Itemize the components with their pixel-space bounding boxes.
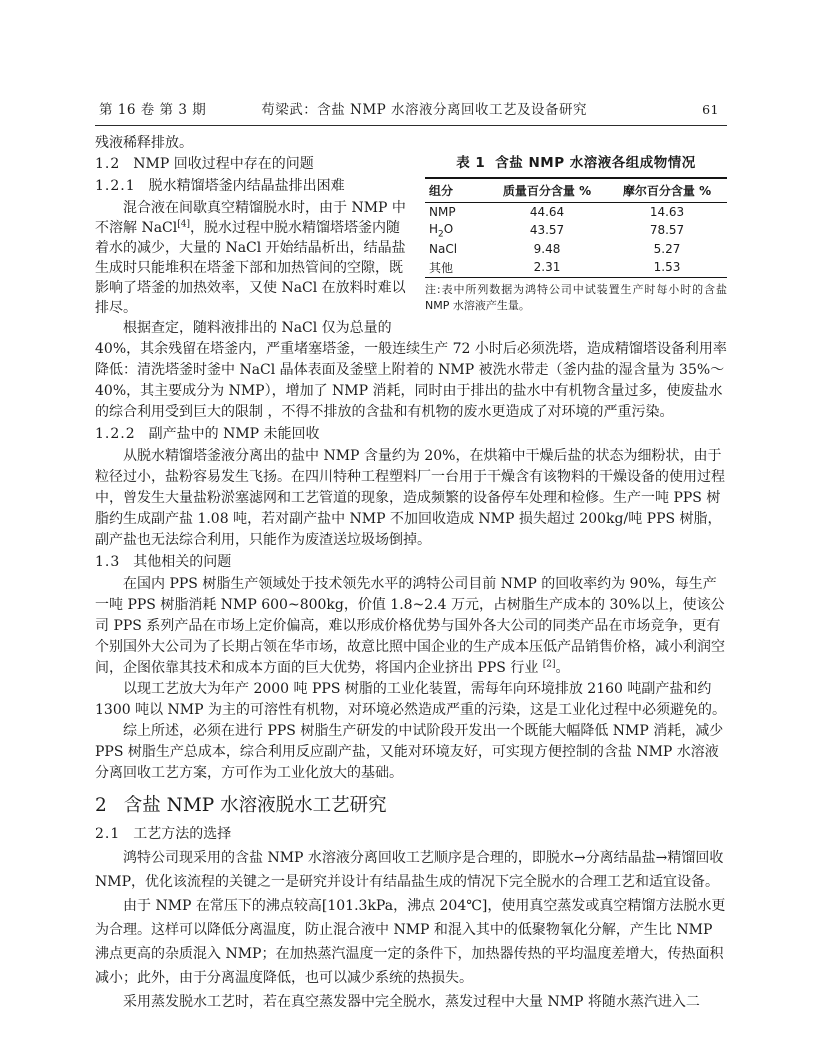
section-title: 副产盐中的 NMP 未能回收 <box>148 426 320 442</box>
volume-issue: 第 16 卷 第 3 期 <box>99 102 207 118</box>
table-note: 注:表中所列数据为鸿特公司中试装置生产时每小时的含盐 NMP 水溶液产生量。 <box>425 283 727 313</box>
cell-mole: 1.53 <box>607 257 727 278</box>
composition-table <box>425 177 727 278</box>
cell-component: NMP <box>429 204 456 219</box>
section-number: 2.1 <box>95 826 121 842</box>
section-title: 其他相关的问题 <box>133 554 232 570</box>
section-title: 工艺方法的选择 <box>133 826 232 842</box>
cell-mass: 9.48 <box>533 241 561 256</box>
cell-component: NaCl <box>429 241 458 256</box>
cell-mole: 14.63 <box>649 204 685 219</box>
page-number: 61 <box>702 102 719 117</box>
reference-marker: [2] <box>542 659 556 670</box>
paragraph-summary: 综上所述，必须在进行 PPS 树脂生产研发的中试阶段开发出一个既能大幅降低 NMP 消耗，减少 PPS 树脂生产总成本，综合利用反应副产盐，又能对环境友好，可实现方便控制的含盐 NMP 水溶液分离回收工艺方案，方可作为工业化放大的基础。 <box>95 723 724 781</box>
cell-mass: 2.31 <box>487 257 607 278</box>
section-number: 1.2.1 <box>95 178 136 194</box>
paragraph-text: ，脱水过程中脱水精馏塔塔釜内随着水的减少，大量的 NaCl 开始结晶析出，结晶盐生成时只能堆积在塔釜下部和加热管间的空隙，既影响了塔釜的加热效率，又使 NaCl 在放料时难以排尽。 <box>95 220 406 316</box>
cell-mole: 5.27 <box>653 241 681 256</box>
table-1-block <box>425 154 727 314</box>
paragraph-text: 。 <box>555 660 570 676</box>
table-caption-title: 含盐 NMP 水溶液各组成物情况 <box>495 155 696 171</box>
running-header <box>95 98 727 126</box>
cell-mass: 43.57 <box>529 223 565 238</box>
paragraph-boiling-point: 由于 NMP 在常压下的沸点较高[101.3kPa，沸点 204℃]，使用真空蒸发或真空精馏方法脱水更为合理。这样可以降低分离温度，防止混合液中 NMP 和混入其中的低聚物氧化分解，产生比 NMP 沸点更高的杂质混入 NMP；在加热蒸汽温度一定的条件下，加热器传热的平均温度差增大，传热面积减小；此外，由于分离温度降低，也可以减少系统的热损失。 <box>95 898 726 986</box>
section-heading-1-3 <box>95 552 727 573</box>
reference-marker: [4] <box>177 219 190 230</box>
table-row <box>425 220 727 240</box>
section-number: 1.3 <box>95 554 121 570</box>
section-number: 1.2 <box>95 156 121 172</box>
page-content <box>95 98 727 1014</box>
table-row <box>425 257 727 278</box>
paragraph-cost-competition <box>95 574 727 679</box>
paragraph-process-order: 鸿特公司现采用的含盐 NMP 水溶液分离回收工艺顺序是合理的，即脱水→分离结晶盐→精馏回收 NMP，优化该流程的关键之一是研究并设计有结晶盐生成的情况下完全脱水的合理工艺和适宜设备。 <box>95 850 724 890</box>
formula-base: H <box>429 221 439 236</box>
section-title: 含盐 NMP 水溶液脱水工艺研究 <box>123 795 387 816</box>
table-caption-label: 表 1 <box>456 155 486 171</box>
table-header-row <box>425 178 727 203</box>
column-header-mole-percent: 摩尔百分含量 % <box>607 178 727 203</box>
paragraph-byproduct-salt: 从脱水精馏塔釜液分离出的盐中 NMP 含量约为 20%，在烘箱中干燥后盐的状态为细粉状，由于粒径过小，盐粉容易发生飞扬。在四川特种工程塑料厂一台用于干燥含有该物料的干燥设备的使用过程中，曾发生大量盐粉淤塞滤网和工艺管道的现象，造成频繁的设备停车处理和检修。生产一吨 PPS 树脂约生成副产盐 1.08 吨，若对副产盐中 NMP 不加回收造成 NMP 损失超过 200kg/吨 PPS 树脂，副产盐也无法综合利用，只能作为废渣送垃圾场倒掉。 <box>95 448 725 548</box>
formula-rest: O <box>443 221 454 236</box>
paragraph-continuation: 残液稀释排放。 <box>95 135 193 151</box>
cell-mass: 44.64 <box>529 204 565 219</box>
table-row <box>425 203 727 221</box>
column-header-component: 组分 <box>425 178 487 203</box>
section-title: 脱水精馏塔釜内结晶盐排出困难 <box>148 178 345 194</box>
paragraph-text: 混合液在间歇真空精馏脱水时，由于 NMP 中不溶解 NaCl <box>95 200 406 236</box>
table-caption <box>425 154 727 172</box>
section-number: 1.2.2 <box>95 426 136 442</box>
section-number: 2 <box>95 795 107 816</box>
section-heading-1-2-2 <box>95 424 727 445</box>
section-heading-2-1 <box>95 824 727 845</box>
table-row <box>425 240 727 257</box>
paragraph-scale-up: 以现工艺放大为年产 2000 吨 PPS 树脂的工业化装置，需每年向环境排放 2160 吨副产盐和约 1300 吨以 NMP 为主的可溶性有机物，对环境必然造成严重的污染，这是工业化过程中必须避免的。 <box>95 681 726 718</box>
paragraph-evaporation: 采用蒸发脱水工艺时，若在真空蒸发器中完全脱水，蒸发过程中大量 NMP 将随水蒸汽进入二 <box>123 994 700 1010</box>
body-text <box>95 133 727 1014</box>
column-header-mass-percent: 质量百分含量 % <box>487 178 607 203</box>
formula-subscript: 2 <box>438 228 444 239</box>
cell-component <box>425 220 487 240</box>
running-title: 苟梁武：含盐 NMP 水溶液分离回收工艺及设备研究 <box>261 102 588 118</box>
paragraph-text: 在国内 PPS 树脂生产领域处于技术领先水平的鸿特公司目前 NMP 的回收率约为 90%，每生产一吨 PPS 树脂消耗 NMP 600~800kg，价值 1.8~2.4 万元，占树脂生产成本的 30%以上，使该公司 PPS 系列产品在市场上定价偏高，难以形成价格优势与国外各大公司的同类产品在市场竞争，更有个别国外大公司为了长期占领在华市场，故意比照中国企业的生产成本压低产品销售价格，减小利润空间，企图依靠其技术和成本方面的巨大优势，将国内企业挤出 PPS 行业 <box>95 576 725 676</box>
section-title: NMP 回收过程中存在的问题 <box>133 156 314 172</box>
section-heading-2 <box>95 791 727 821</box>
cell-mole: 78.57 <box>649 223 685 238</box>
cell-component: 其他 <box>425 257 487 278</box>
paragraph-nacl-residue: 根据查定，随料液排出的 NaCl 仅为总量的 40%，其余残留在塔釜内，严重堵塞塔釜，一般连续生产 72 小时后必须洗塔，造成精馏塔设备利用率降低：清洗塔釜时釜中 NaCl 晶体表面及釜壁上附着的 NMP 被洗水带走（釜内盐的湿含量为 35%～40%，其主要成分为 NMP），增加了 NMP 消耗，同时由于排出的盐水中有机物含量过多，使废盐水的综合利用受到巨大的限制 ，不得不排放的含盐和有机物的废水更造成了对环境的严重污染。 <box>95 320 727 420</box>
